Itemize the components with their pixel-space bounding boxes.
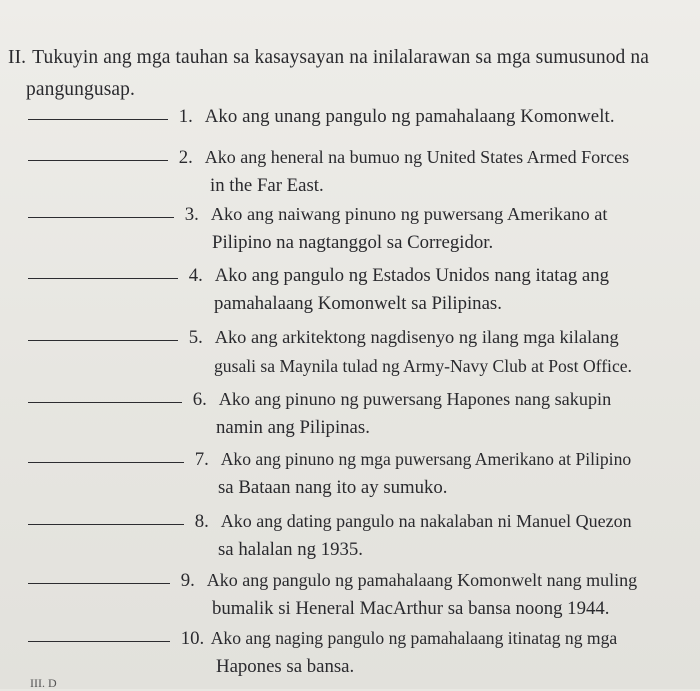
question-number: 7. xyxy=(194,449,209,470)
question-10 xyxy=(28,624,698,681)
question-text: Ako ang pangulo ng Estados Unidos nang itatag ang xyxy=(214,265,610,286)
next-section-fragment: III. D xyxy=(30,676,57,690)
question-9 xyxy=(28,566,698,623)
question-8 xyxy=(28,507,698,564)
question-text-cont: Hapones sa bansa. xyxy=(216,656,355,677)
question-number: 2. xyxy=(178,147,193,168)
answer-blank-3[interactable] xyxy=(28,217,174,218)
question-text-cont: gusali sa Maynila tulad ng Army-Navy Club at Post Office. xyxy=(214,356,632,376)
question-number: 8. xyxy=(194,511,209,532)
answer-blank-5[interactable] xyxy=(28,340,178,341)
question-text: Ako ang pangulo ng pamahalaang Komonwelt nang muling xyxy=(206,570,638,590)
question-text: Ako ang pinuno ng puwersang Hapones nang sakupin xyxy=(218,389,612,409)
question-number: 3. xyxy=(184,204,199,225)
question-text: Ako ang naging pangulo ng pamahalaang itinatag ng mga xyxy=(210,628,618,648)
answer-blank-9[interactable] xyxy=(28,583,170,584)
question-text-cont: bumalik si Heneral MacArthur sa bansa noong 1944. xyxy=(212,598,610,619)
section-number: II. xyxy=(8,47,27,68)
section-instruction xyxy=(8,42,688,106)
question-4 xyxy=(28,262,698,318)
question-2 xyxy=(28,143,698,200)
question-6 xyxy=(28,385,698,442)
question-text-cont: pamahalaang Komonwelt sa Pilipinas. xyxy=(214,293,502,314)
answer-blank-8[interactable] xyxy=(28,524,184,525)
question-number: 10. xyxy=(180,628,205,649)
instruction-line-2: pangungusap. xyxy=(26,79,135,100)
question-text-cont: sa Bataan nang ito ay sumuko. xyxy=(218,477,448,498)
question-text-cont: namin ang Pilipinas. xyxy=(216,417,370,438)
question-number: 1. xyxy=(178,106,193,127)
question-text-cont: sa halalan ng 1935. xyxy=(218,539,363,560)
question-text: Ako ang arkitektong nagdisenyo ng ilang mga kilalang xyxy=(214,327,619,347)
question-text-cont: in the Far East. xyxy=(210,175,324,196)
instruction-line-1 xyxy=(8,42,688,74)
answer-blank-2[interactable] xyxy=(28,160,168,161)
question-5 xyxy=(28,323,698,380)
instruction-text: Tukuyin ang mga tauhan sa kasaysayan na inilalarawan sa mga sumusunod na xyxy=(32,47,649,68)
question-number: 5. xyxy=(188,327,203,348)
answer-blank-1[interactable] xyxy=(28,119,168,120)
question-1 xyxy=(28,103,698,131)
answer-blank-6[interactable] xyxy=(28,402,182,403)
answer-blank-10[interactable] xyxy=(28,641,170,642)
question-text: Ako ang unang pangulo ng pamahalaang Komonwelt. xyxy=(204,106,615,127)
question-text: Ako ang dating pangulo na nakalaban ni Manuel Quezon xyxy=(220,511,632,531)
question-7 xyxy=(28,445,698,502)
answer-blank-7[interactable] xyxy=(28,462,184,463)
question-number: 6. xyxy=(192,389,207,410)
question-number: 4. xyxy=(188,265,203,286)
question-text: Ako ang naiwang pinuno ng puwersang Amerikano at xyxy=(210,204,608,224)
answer-blank-4[interactable] xyxy=(28,278,178,279)
question-3 xyxy=(28,200,698,257)
question-number: 9. xyxy=(180,570,195,591)
question-text: Ako ang pinuno ng mga puwersang Amerikano at Pilipino xyxy=(220,449,632,469)
question-text: Ako ang heneral na bumuo ng United States Armed Forces xyxy=(204,147,630,167)
question-text-cont: Pilipino na nagtanggol sa Corregidor. xyxy=(212,232,494,253)
